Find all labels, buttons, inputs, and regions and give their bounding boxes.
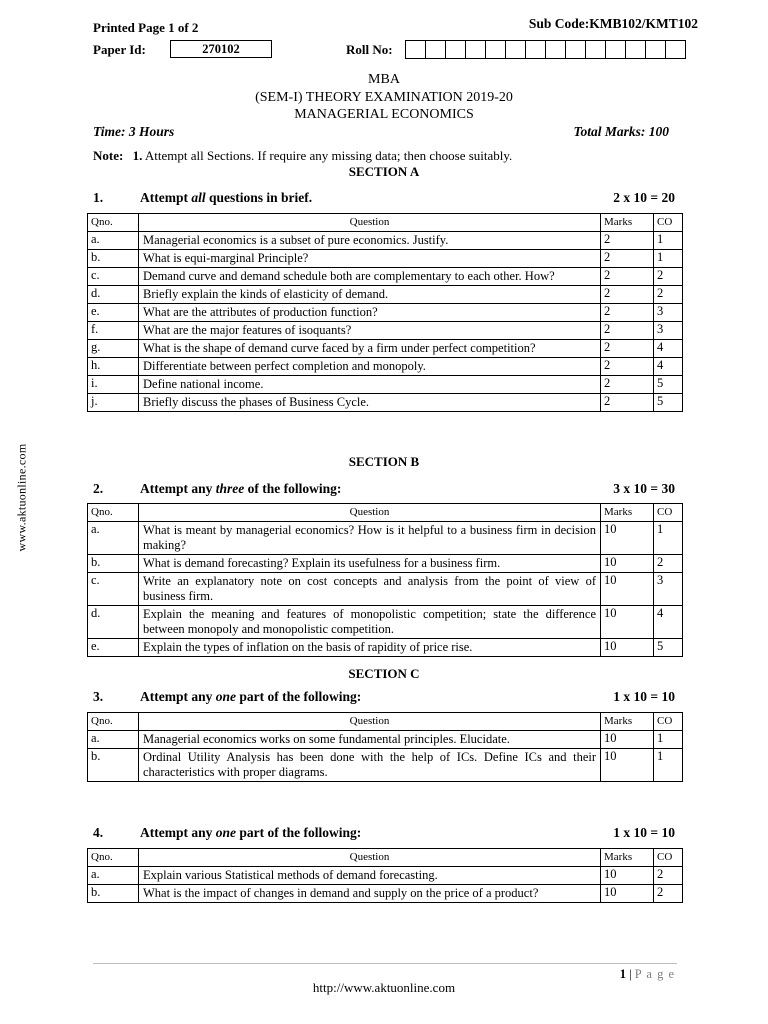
section-c-q3-table (87, 712, 683, 782)
roll-no-label: Roll No: (346, 42, 393, 57)
header-question: Question (139, 504, 601, 522)
table-row: a. Managerial economics works on some fundamental principles. Elucidate. 10 1 (88, 731, 683, 749)
section-c-q4-table (87, 848, 683, 903)
table-row: e. Explain the types of inflation on the basis of rapidity of price rise. 10 5 (88, 639, 683, 657)
note-label: Note: (93, 148, 124, 163)
table-row: f. What are the major features of isoquants? 2 3 (88, 322, 683, 340)
header-marks: Marks (601, 214, 654, 232)
q1-number: 1. (93, 190, 104, 205)
page-number: 1 (619, 967, 627, 981)
note-text: Attempt all Sections. If require any missing data; then choose suitably. (144, 148, 513, 163)
table-row: e. What are the attributes of production function? 2 3 (88, 304, 683, 322)
header-co: CO (654, 849, 683, 867)
side-watermark-url: www.aktuonline.com (14, 443, 29, 552)
q4-instruction: Attempt any one part of the following: (140, 825, 362, 840)
table-row: i. Define national income. 2 5 (88, 376, 683, 394)
q3-marks: 1 x 10 = 10 (613, 689, 675, 704)
section-b-title: SECTION B (348, 454, 420, 469)
footer-rule (93, 963, 677, 964)
header-qno: Qno. (88, 214, 139, 232)
exam-title: (SEM-I) THEORY EXAMINATION 2019-20 (255, 90, 513, 105)
table-row: d. Explain the meaning and features of monopolistic competition; state the difference between monopoly and monopolistic competition. 10 4 (88, 606, 683, 639)
paper-id-box: 270102 (170, 40, 272, 58)
table-row: c. Demand curve and demand schedule both are complementary to each other. How? 2 2 (88, 268, 683, 286)
course-title: MBA (368, 72, 400, 87)
table-row: b. Ordinal Utility Analysis has been done with the help of ICs. Define ICs and their characteristics with proper diagrams. 10 1 (88, 749, 683, 782)
header-question: Question (139, 849, 601, 867)
table-row: c. Write an explanatory note on cost concepts and analysis from the point of view of business firm. 10 3 (88, 573, 683, 606)
header-marks: Marks (601, 713, 654, 731)
q4-marks: 1 x 10 = 10 (613, 825, 675, 840)
q2-instruction: Attempt any three of the following: (140, 481, 342, 496)
section-a-title: SECTION A (348, 164, 420, 179)
section-a-table (87, 213, 683, 412)
time-label: Time: 3 Hours (93, 124, 175, 139)
q2-marks: 3 x 10 = 30 (613, 481, 675, 496)
header-qno: Qno. (88, 713, 139, 731)
roll-no-boxes (405, 40, 686, 59)
header-marks: Marks (601, 849, 654, 867)
table-row: g. What is the shape of demand curve faced by a firm under perfect competition? 2 4 (88, 340, 683, 358)
page-word: P a g e (634, 967, 675, 981)
table-row: b. What is equi-marginal Principle? 2 1 (88, 250, 683, 268)
header-co: CO (654, 214, 683, 232)
header-question: Question (139, 713, 601, 731)
table-row: d. Briefly explain the kinds of elasticity of demand. 2 2 (88, 286, 683, 304)
paper-id-label: Paper Id: (93, 42, 146, 57)
q3-number: 3. (93, 689, 104, 704)
header-question: Question (139, 214, 601, 232)
total-marks: Total Marks: 100 (573, 124, 669, 139)
table-row: b. What is the impact of changes in demand and supply on the price of a product? 10 2 (88, 885, 683, 903)
page-separator: | (626, 967, 635, 981)
section-b-table (87, 503, 683, 657)
table-row: h. Differentiate between perfect completion and monopoly. 2 4 (88, 358, 683, 376)
sub-code: Sub Code:KMB102/KMT102 (528, 16, 698, 31)
section-c-title: SECTION C (348, 666, 420, 681)
q3-instruction: Attempt any one part of the following: (140, 689, 362, 704)
table-row: j. Briefly discuss the phases of Business Cycle. 2 5 (88, 394, 683, 412)
q1-instruction: Attempt all questions in brief. (140, 190, 313, 205)
q4-number: 4. (93, 825, 104, 840)
header-marks: Marks (601, 504, 654, 522)
header-qno: Qno. (88, 504, 139, 522)
header-co: CO (654, 504, 683, 522)
subject-title: MANAGERIAL ECONOMICS (294, 107, 474, 122)
note (93, 148, 512, 164)
footer-url: http://www.aktuonline.com (312, 980, 456, 995)
table-row: a. Explain various Statistical methods of demand forecasting. 10 2 (88, 867, 683, 885)
q2-number: 2. (93, 481, 104, 496)
header-qno: Qno. (88, 849, 139, 867)
table-row: a. Managerial economics is a subset of pure economics. Justify. 2 1 (88, 232, 683, 250)
header-co: CO (654, 713, 683, 731)
q1-marks: 2 x 10 = 20 (613, 190, 675, 205)
note-num: 1. (132, 148, 143, 163)
printed-page: Printed Page 1 of 2 (93, 20, 199, 35)
table-row: b. What is demand forecasting? Explain its usefulness for a business firm. 10 2 (88, 555, 683, 573)
table-row: a. What is meant by managerial economics? How is it helpful to a business firm in decision making? 10 1 (88, 522, 683, 555)
